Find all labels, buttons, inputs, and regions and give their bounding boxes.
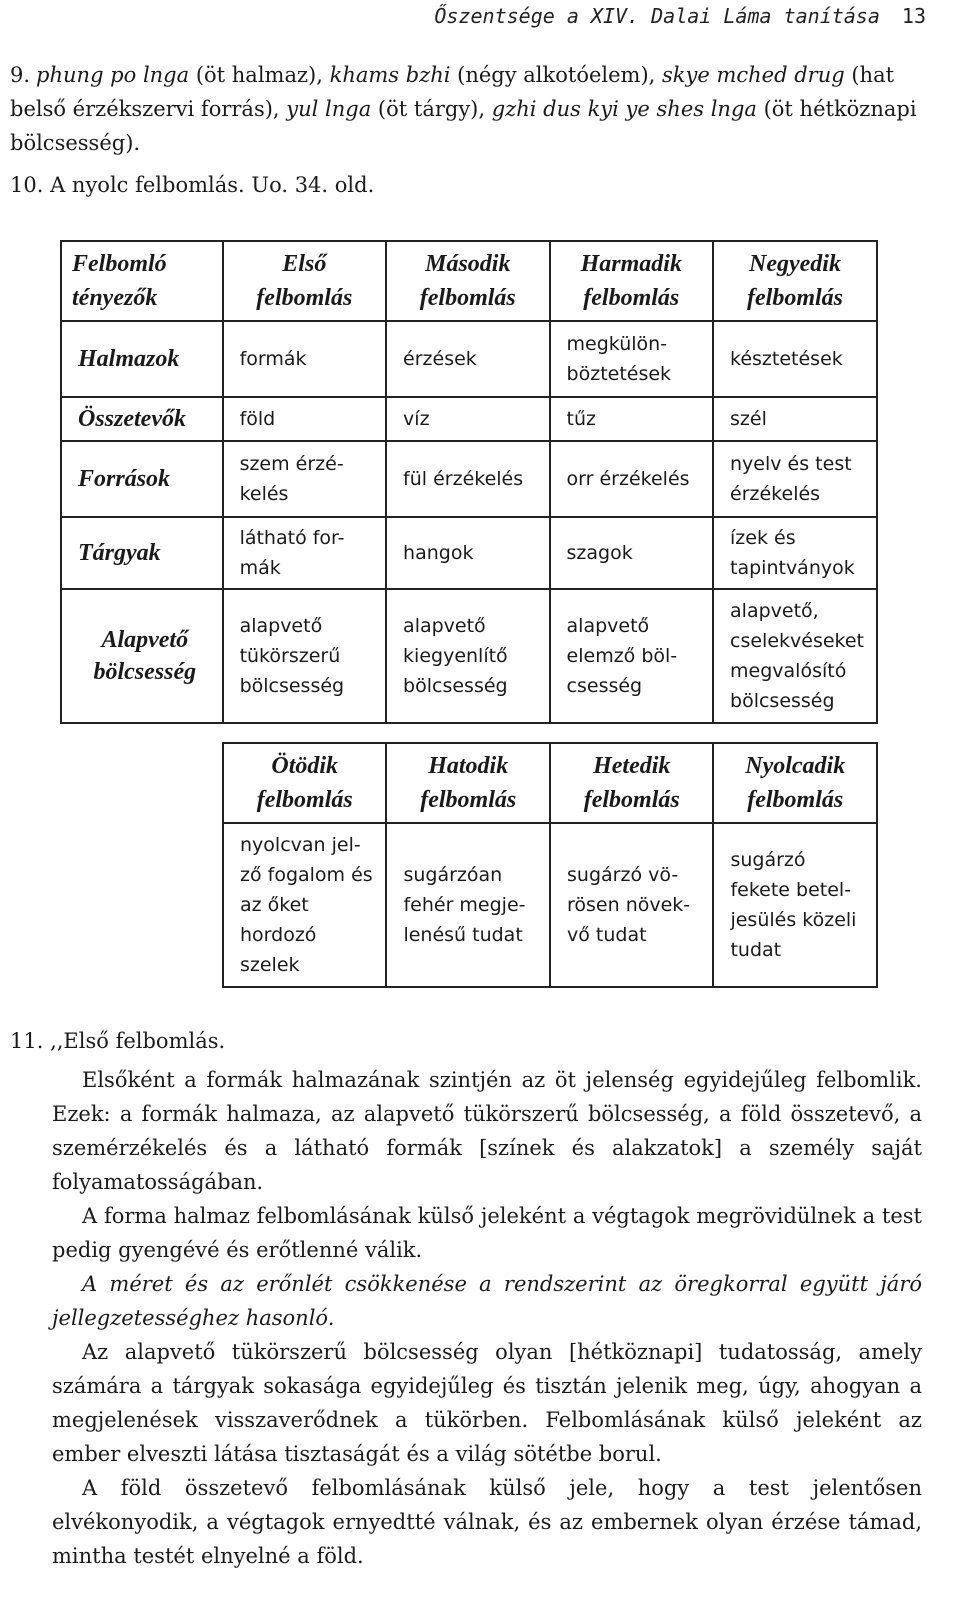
- paragraph: A forma halmaz felbomlásának külső jeleként a végtagok megrövidülnek a test pedig gyengévé és erőtlenné válik.: [52, 1204, 922, 1262]
- running-header: [434, 4, 926, 28]
- header-sixth: Hatodik felbomlás: [386, 743, 550, 823]
- section-body: [52, 1063, 922, 1573]
- table-cell: alapvető kiegyenlítő bölcsesség: [386, 589, 549, 723]
- section-title: 11. ,,Első felbomlás.: [10, 1029, 226, 1053]
- header-first: Első felbomlás: [223, 241, 386, 321]
- page-number: 13: [901, 4, 926, 28]
- header-fifth: Ötödik felbomlás: [223, 743, 386, 823]
- table-cell: nyelv és test érzékelés: [713, 441, 877, 517]
- paragraph: Elsőként a formák halmazának szintjén az öt jelenség egyidejűleg felbomlik. Ezek: a formák halmaza, az alapvető tükörszerű bölcsesség, a föld összetevő, a szemérzékelés és a látható formák [színek és alakzatok] a személy saját folyamatosságában.: [52, 1068, 922, 1194]
- table-cell: látható for-mák: [223, 517, 386, 589]
- table-cell: föld: [223, 397, 386, 441]
- paragraph: A méret és az erőnlét csökkenése a rendszerint az öregkorral együtt járó jellegzetességhez hasonló.: [52, 1272, 922, 1330]
- table-cell: nyolcvan jel-ző fogalom és az őket hordozó szelek: [223, 823, 386, 987]
- header-seventh: Hetedik felbomlás: [550, 743, 713, 823]
- table-cell: sugárzóan fehér megje-lenésű tudat: [386, 823, 550, 987]
- header-eighth: Nyolcadik felbomlás: [713, 743, 877, 823]
- footnote-10: 10. A nyolc felbomlás. Uo. 34. old.: [10, 173, 375, 197]
- header-factors: Felbomló tényezők: [61, 241, 223, 321]
- row-label: Összetevők: [61, 397, 223, 441]
- header-second: Második felbomlás: [386, 241, 549, 321]
- table-cell: víz: [386, 397, 549, 441]
- table-cell: tűz: [550, 397, 713, 441]
- header-title: Őszentsége a XIV. Dalai Láma tanítása: [434, 4, 880, 28]
- table-cell: szagok: [550, 517, 713, 589]
- header-fourth: Negyedik felbomlás: [713, 241, 877, 321]
- table-cell: ízek és tapintványok: [713, 517, 877, 589]
- table-cell: szél: [713, 397, 877, 441]
- table-cell: késztetések: [713, 321, 877, 397]
- header-third: Harmadik felbomlás: [550, 241, 713, 321]
- row-label: Halmazok: [61, 321, 223, 397]
- dissolution-table-1: [60, 240, 878, 724]
- row-label: Források: [61, 441, 223, 517]
- paragraph: A föld összetevő felbomlásának külső jele, hogy a test jelentősen elvékonyodik, a végtagok ernyedtté válnak, és az embernek olyan érzése támad, mintha testét elnyelné a föld.: [52, 1476, 922, 1568]
- row-label: Tárgyak: [61, 517, 223, 589]
- table-cell: megkülön-böztetések: [550, 321, 713, 397]
- table-cell: orr érzékelés: [550, 441, 713, 517]
- footnote-9: 9. phung po lnga (öt halmaz), khams bzhi (négy alkotóelem), skye mched drug (hat belső érzékszervi forrás), yul lnga (öt tárgy), gzhi dus kyi ye shes lnga (öt hétköznapi bölcsesség).: [10, 63, 917, 155]
- table-cell: sugárzó vö-rösen növek-vő tudat: [550, 823, 713, 987]
- footnote-number: 9.: [10, 63, 31, 87]
- table-cell: szem érzé-kelés: [223, 441, 386, 517]
- table-cell: hangok: [386, 517, 549, 589]
- row-label: Alapvető bölcsesség: [61, 589, 223, 723]
- paragraph: Az alapvető tükörszerű bölcsesség olyan [hétköznapi] tudatosság, amely számára a tárgyak sokasága egyidejűleg és tisztán jelenik meg, úgy, ahogyan a megjelenések visszaverődnek a tükörben. Felbomlásának külső jeleként az ember elveszti látása tisztaságát és a világ sötétbe borul.: [52, 1340, 922, 1466]
- table-cell: alapvető elemző böl-csesség: [550, 589, 713, 723]
- table-cell: sugárzó fekete betel-jesülés közeli tudat: [713, 823, 877, 987]
- table-cell: érzések: [386, 321, 549, 397]
- table-cell: alapvető, cselekvéseket megvalósító bölcsesség: [713, 589, 877, 723]
- dissolution-table-2: [222, 742, 878, 988]
- table-cell: fül érzékelés: [386, 441, 549, 517]
- table-cell: formák: [223, 321, 386, 397]
- table-cell: alapvető tükörszerű bölcsesség: [223, 589, 386, 723]
